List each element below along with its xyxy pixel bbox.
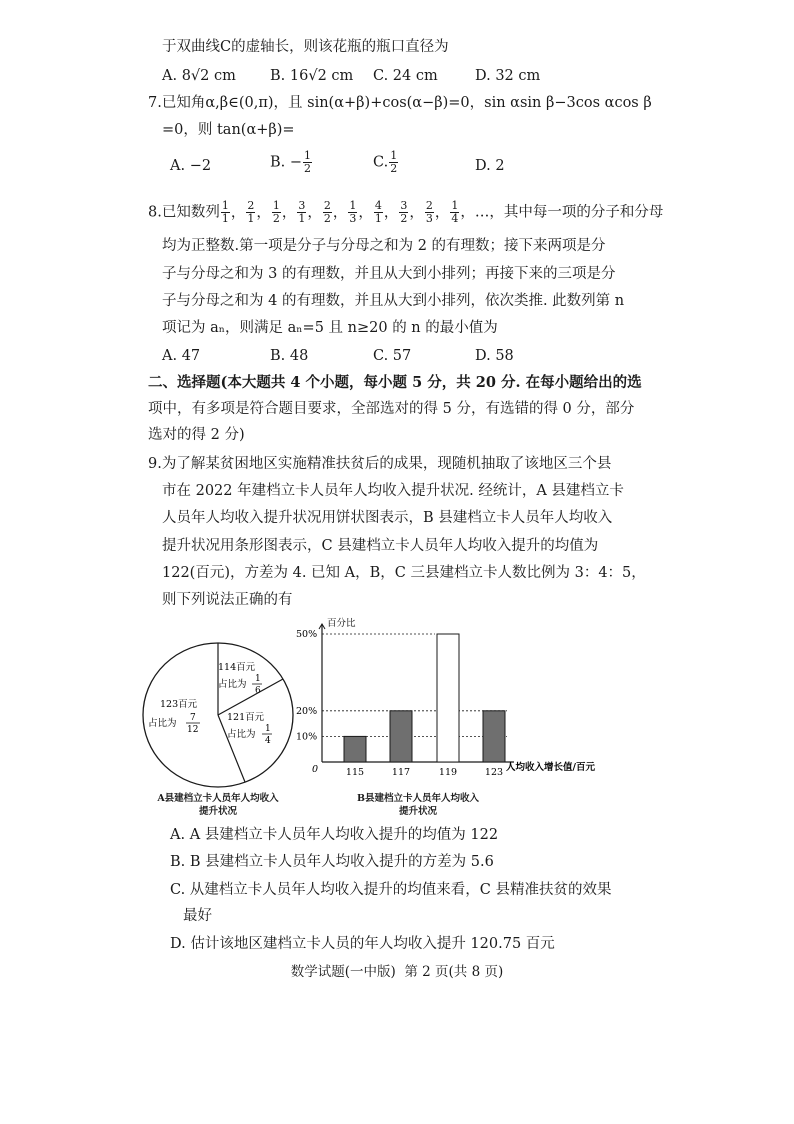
pie-slice-label-121: 121百元 — [227, 712, 265, 723]
pie-slice-num-121: 1 — [265, 724, 271, 734]
y-axis-label: 百分比 — [327, 618, 356, 629]
q6-option-b: B. 16√2 cm — [270, 68, 354, 84]
pie-caption-line-1: A县建档立卡人员年人均收入 — [157, 793, 279, 804]
bar-115 — [344, 736, 366, 762]
q8-sequence-term — [425, 200, 434, 225]
bar-caption-line-1: B县建档立卡人员年人均收入 — [356, 793, 480, 804]
q9-option-d: D. 估计该地区建档立卡人员的年人均收入提升 120.75 百元 — [170, 936, 555, 952]
q9-line-5: 122(百元)，方差为 4. 已知 A，B，C 三县建档立卡人数比例为 3：4：5， — [162, 565, 646, 581]
q8-line-5: 项记为 aₙ，则满足 aₙ=5 且 n≥20 的 n 的最小值为 — [162, 320, 498, 336]
q8-option-c: C. 57 — [373, 348, 412, 364]
q8-suffix: ，…，其中每一项的分子和分母 — [460, 204, 664, 221]
x-tick-label-119: 119 — [438, 767, 458, 777]
fraction-denominator: 2 — [390, 162, 398, 175]
origin-label: 0 — [312, 764, 319, 775]
pie-slice-label-114: 114百元 — [218, 662, 256, 673]
bar-117 — [390, 711, 412, 762]
q7-option-b-fraction — [303, 150, 312, 175]
fraction-numerator: 1 — [451, 199, 459, 212]
fraction-numerator: 2 — [323, 199, 331, 212]
pie-slice-den-114: 6 — [255, 686, 261, 696]
pie-slice-share-121: 占比为 — [227, 729, 256, 740]
bar-chart-marks — [344, 634, 505, 777]
fraction-denominator: 1 — [374, 212, 382, 225]
y-tick-label: 50% — [296, 629, 318, 640]
fraction-numerator: 3 — [400, 199, 408, 212]
q7-option-d: D. 2 — [475, 158, 505, 174]
bar-chart — [292, 612, 604, 777]
fraction-denominator: 4 — [451, 212, 459, 225]
fraction-denominator: 3 — [425, 212, 433, 225]
q8-line-4: 子与分母之和为 4 的有理数，并且从大到小排列，依次类推. 此数列第 n — [162, 293, 625, 309]
q7-option-c-fraction — [389, 150, 398, 175]
q8-sequence-term — [246, 200, 255, 225]
fraction-numerator: 3 — [298, 199, 306, 212]
fraction-denominator: 2 — [304, 162, 312, 175]
x-axis-label: 人均收入增长值/百元 — [506, 762, 595, 773]
pie-slice-num-114: 1 — [255, 674, 261, 684]
q8-option-a: A. 47 — [162, 348, 201, 364]
pie-caption-line-2: 提升状况 — [198, 806, 237, 817]
fraction-numerator: 1 — [304, 149, 312, 162]
q8-sequence-term — [348, 200, 357, 225]
q8-sequence-term — [399, 200, 408, 225]
q7-option-b-prefix: B. − — [270, 154, 303, 171]
q6-option-d: D. 32 cm — [475, 68, 541, 84]
q8-sequence-separator: ， — [332, 204, 348, 221]
page-footer: 数学试题(一中版) 第 2 页(共 8 页) — [290, 964, 504, 980]
q8-prefix: 8.已知数列 — [148, 204, 220, 221]
fraction-denominator: 1 — [298, 212, 306, 225]
q6-option-a: A. 8√2 cm — [162, 68, 236, 84]
y-tick-label: 10% — [296, 731, 318, 743]
q8-sequence-separator: ， — [409, 204, 424, 221]
q8-line-3: 子与分母之和为 3 的有理数，并且从大到小排列；再接下来的三项是分 — [162, 266, 616, 282]
bar-119 — [437, 634, 459, 762]
section-2-line-2: 项中，有多项是符合题目要求，全部选对的得 5 分，有选错的得 0 分，部分 — [148, 401, 635, 417]
q8-sequence-term — [272, 200, 281, 225]
q8-sequence-separator: ， — [358, 204, 373, 221]
pie-slice-den-121: 4 — [265, 736, 271, 746]
fraction-denominator: 2 — [272, 212, 280, 225]
q7-option-a: A. −2 — [170, 158, 212, 174]
q9-line-3: 人员年人均收入提升状况用饼状图表示，B 县建档立卡人员年人均收入 — [162, 510, 613, 526]
fraction-numerator: 4 — [374, 199, 382, 212]
q7-option-c-prefix: C. — [373, 154, 389, 171]
q6-option-c: C. 24 cm — [373, 68, 438, 84]
pie-slice-label-123: 123百元 — [160, 699, 198, 710]
q9-option-a: A. A 县建档立卡人员年人均收入提升的均值为 122 — [170, 827, 499, 843]
q8-sequence-separator: ， — [307, 204, 322, 221]
x-tick-label-115: 115 — [345, 767, 365, 777]
q7-line-2: =0，则 tan(α+β)= — [162, 122, 295, 138]
fraction-numerator: 1 — [272, 199, 280, 212]
q8-sequence-term — [374, 200, 383, 225]
q9-line-1: 9.为了解某贫困地区实施精准扶贫后的成果，现随机抽取了该地区三个县 — [148, 456, 612, 472]
q8-sequence-term — [221, 200, 230, 225]
q7-line-1: 7.已知角α,β∈(0,π)，且 sin(α+β)+cos(α−β)=0，sin αsin β−3cos αcos β — [148, 95, 652, 111]
pie-slice-num-123: 7 — [190, 713, 196, 723]
fraction-denominator: 3 — [349, 212, 357, 225]
q7-option-c — [373, 150, 399, 175]
fraction-numerator: 2 — [425, 199, 433, 212]
q8-sequence-term — [450, 200, 459, 225]
pie-divider-bottom — [218, 715, 245, 782]
x-tick-label-117: 117 — [391, 767, 411, 777]
x-tick-label-123: 123 — [484, 767, 504, 777]
pie-slice-share-123: 占比为 — [148, 718, 177, 729]
q8-line-1 — [148, 200, 663, 225]
q9-line-6: 则下列说法正确的有 — [162, 592, 293, 608]
fraction-numerator: 1 — [390, 149, 398, 162]
q9-line-4: 提升状况用条形图表示，C 县建档立卡人员年人均收入提升的均值为 — [162, 538, 599, 554]
fraction-denominator: 2 — [400, 212, 408, 225]
pie-chart — [138, 640, 298, 790]
bar-123 — [483, 711, 505, 762]
q9-line-2: 市在 2022 年建档立卡人员年人均收入提升状况. 经统计，A 县建档立卡 — [162, 483, 624, 499]
fraction-denominator: 1 — [247, 212, 255, 225]
section-2-line-3: 选对的得 2 分) — [148, 427, 245, 443]
q8-sequence-separator: ， — [230, 204, 246, 221]
q8-line-2: 均为正整数.第一项是分子与分母之和为 2 的有理数；接下来两项是分 — [162, 238, 606, 254]
q8-sequence-separator: ， — [434, 204, 450, 221]
q8-sequence-separator: ， — [256, 204, 271, 221]
q8-option-d: D. 58 — [475, 348, 514, 364]
q8-sequence-term — [297, 200, 306, 225]
q8-sequence — [220, 199, 461, 225]
section-2-line-1: 二、选择题(本大题共 4 个小题，每小题 5 分，共 20 分. 在每小题给出的选 — [148, 374, 642, 391]
bar-caption — [348, 792, 488, 818]
y-tick-label: 20% — [296, 705, 318, 717]
q8-option-b: B. 48 — [270, 348, 309, 364]
fraction-numerator: 1 — [221, 199, 229, 212]
pie-caption — [148, 792, 288, 818]
q9-option-c-line-2: 最好 — [183, 908, 212, 924]
fraction-numerator: 2 — [247, 199, 255, 212]
pie-slice-den-123: 12 — [187, 725, 199, 735]
q8-sequence-term — [323, 200, 332, 225]
pie-slice-share-114: 占比为 — [218, 679, 247, 690]
q8-sequence-separator: ， — [281, 204, 297, 221]
fraction-denominator: 1 — [221, 212, 229, 225]
q7-option-b — [270, 150, 313, 175]
q8-sequence-separator: ， — [383, 204, 399, 221]
fraction-numerator: 1 — [349, 199, 357, 212]
fraction-denominator: 2 — [323, 212, 331, 225]
q9-option-c-line-1: C. 从建档立卡人员年人均收入提升的均值来看，C 县精准扶贫的效果 — [170, 882, 612, 898]
bar-caption-line-2: 提升状况 — [398, 806, 437, 817]
q9-option-b: B. B 县建档立卡人员年人均收入提升的方差为 5.6 — [170, 854, 494, 870]
q6-tail-text: 于双曲线C的虚轴长，则该花瓶的瓶口直径为 — [162, 39, 449, 55]
